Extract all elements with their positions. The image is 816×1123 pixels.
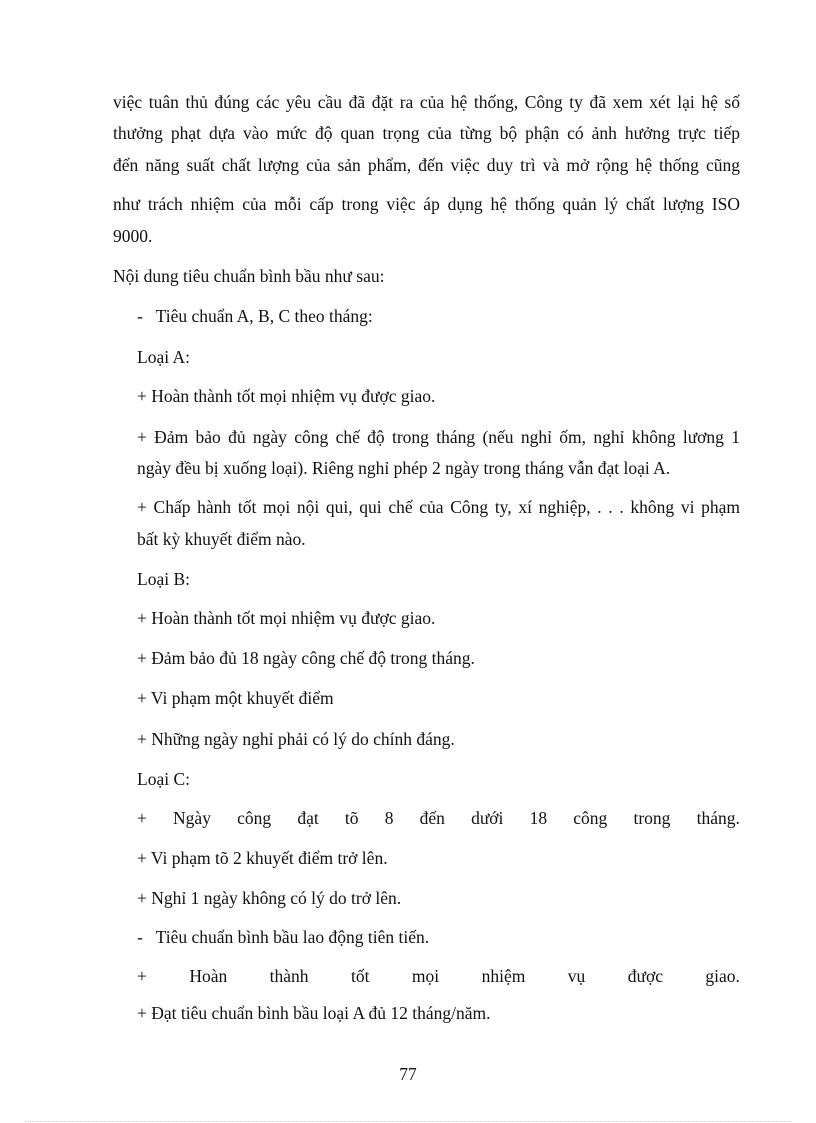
grade-c-title: Loại C:	[137, 769, 190, 789]
word: Ngày	[173, 808, 211, 828]
word: đến	[419, 808, 445, 828]
list-item: + Vi phạm một khuyết điểm	[137, 688, 334, 708]
paragraph-line: việc tuân thủ đúng các yêu cầu đã đặt ra của hệ thống, Công ty đã xem xét lại hệ số	[113, 92, 740, 112]
word: Hoàn	[189, 966, 228, 986]
word: thành	[269, 966, 309, 986]
word: giao.	[705, 966, 740, 986]
grade-b-title: Loại B:	[137, 569, 190, 589]
word: công	[573, 808, 608, 828]
page-bottom-rule	[25, 1121, 791, 1122]
word: tõ	[344, 808, 359, 828]
list-item: + Hoàn thành tốt mọi nhiệm vụ được giao.	[137, 608, 436, 628]
word: 8	[384, 808, 394, 828]
word: công	[237, 808, 272, 828]
page-number: 77	[399, 1064, 417, 1084]
list-item-spread	[137, 806, 740, 830]
word: được	[627, 966, 663, 986]
section-heading: - Tiêu chuẩn bình bầu lao động tiên tiến.	[137, 927, 430, 947]
word: 18	[529, 808, 548, 828]
list-item: + Những ngày nghỉ phải có lý do chính đáng.	[137, 729, 455, 749]
word: vụ	[567, 966, 586, 986]
word: +	[137, 966, 147, 986]
list-item: + Chấp hành tốt mọi nội qui, qui chế của Công ty, xí nghiệp, . . . không vi phạm	[137, 497, 740, 517]
word: trong	[633, 808, 671, 828]
paragraph-line: đến năng suất chất lượng của sản phẩm, đến việc duy trì và mở rộng hệ thống cũng	[113, 155, 740, 175]
word: nhiệm	[481, 966, 526, 986]
word: tốt	[350, 966, 370, 986]
list-item: + Vi phạm tõ 2 khuyết điểm trở lên.	[137, 848, 388, 868]
list-item: + Đạt tiêu chuẩn bình bầu loại A đủ 12 tháng/năm.	[137, 1003, 491, 1023]
grade-a-title: Loại A:	[137, 347, 190, 367]
word: +	[137, 808, 147, 828]
list-item: + Đảm bảo đủ ngày công chế độ trong tháng (nếu nghỉ ốm, nghỉ không lương 1	[137, 427, 740, 447]
list-item: + Đảm bảo đủ 18 ngày công chế độ trong tháng.	[137, 648, 475, 668]
word: đạt	[297, 808, 319, 828]
list-item-spread	[137, 964, 740, 988]
paragraph-line: thưởng phạt dựa vào mức độ quan trọng của từng bộ phận có ảnh hưởng trực tiếp	[113, 123, 740, 143]
intro-text: Nội dung tiêu chuẩn bình bầu như sau:	[113, 266, 385, 286]
list-item: + Hoàn thành tốt mọi nhiệm vụ được giao.	[137, 386, 436, 406]
word: mọi	[411, 966, 440, 986]
word: dưới	[471, 808, 504, 828]
word: tháng.	[696, 808, 740, 828]
list-item-continuation: bất kỳ khuyết điểm nào.	[137, 529, 306, 549]
paragraph-line: như trách nhiệm của mỗi cấp trong việc áp dụng hệ thống quản lý chất lượng ISO	[113, 194, 740, 214]
list-item: + Nghỉ 1 ngày không có lý do trở lên.	[137, 888, 402, 908]
list-item-continuation: ngày đều bị xuống loại). Riêng nghỉ phép 2 ngày trong tháng vẫn đạt loại A.	[137, 458, 671, 478]
paragraph-line: 9000.	[113, 226, 153, 246]
section-heading: - Tiêu chuẩn A, B, C theo tháng:	[137, 306, 373, 326]
